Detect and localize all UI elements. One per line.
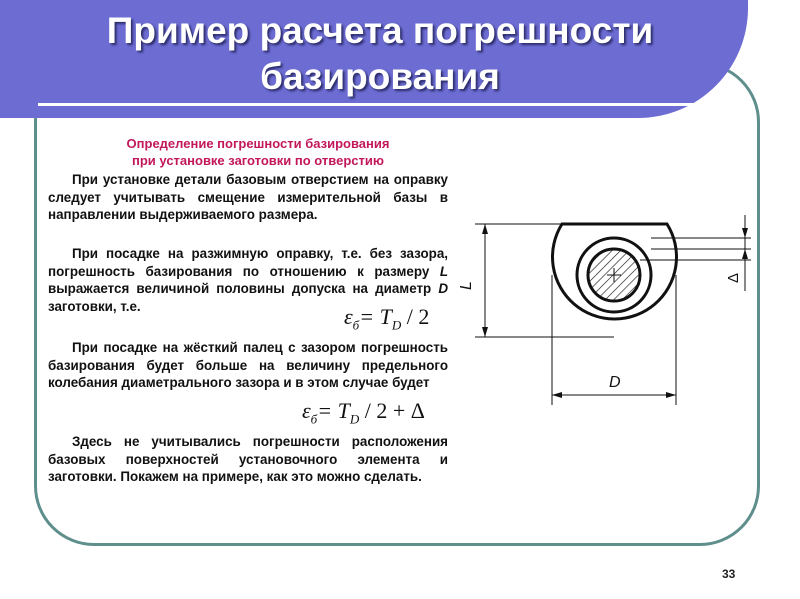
title-line-1: Пример расчета погрешности xyxy=(106,10,654,51)
technical-drawing xyxy=(455,195,760,420)
paragraph-3: При посадке на жёсткий палец с зазором погрешность базирования будет больше на величину предельного колебания диаметрального зазора и в этом случае будет xyxy=(48,340,448,390)
formula-2-rest: / 2 + Δ xyxy=(359,398,425,423)
label-D: D xyxy=(609,374,621,391)
subtitle-line-1: Определение погрешности базирования xyxy=(126,136,390,151)
formula-1-eq: = T xyxy=(359,304,392,329)
formula-2-epsilon: ε xyxy=(302,398,311,423)
formula-2-dsub: D xyxy=(349,411,360,427)
paragraph-4: Здесь не учитывались погрешности расположения базовых поверхностей установочного элемента и заготовки. Покажем на примере, как это можно сделать. xyxy=(48,434,448,484)
title-bar xyxy=(0,0,748,118)
formula-1-rest: / 2 xyxy=(401,304,430,329)
paragraph-2-text-a: При посадке на разжимную оправку, т.е. без зазора, погрешность базирования по отношению к размеру xyxy=(48,246,448,279)
formula-2 xyxy=(302,398,425,427)
title-underline xyxy=(38,103,706,106)
paragraph-2-symbol-D: D xyxy=(438,281,448,296)
label-delta: Δ xyxy=(725,272,742,283)
slide-title xyxy=(60,8,700,100)
paragraph-2-text-b: выражается величиной половины допуска на диаметр xyxy=(48,281,439,296)
subtitle-line-2: при установке заготовки по отверстию xyxy=(132,153,384,168)
formula-2-sub: б xyxy=(310,411,318,427)
label-L: L xyxy=(458,281,475,290)
page-number: 33 xyxy=(722,567,736,581)
title-line-2: базирования xyxy=(260,56,500,97)
section-subtitle xyxy=(48,135,468,169)
formula-1-dsub: D xyxy=(391,317,402,333)
paragraph-2-symbol-L: L xyxy=(439,263,448,279)
formula-2-eq: = T xyxy=(317,398,350,423)
formula-1-sub: б xyxy=(352,317,360,333)
formula-1 xyxy=(344,304,429,333)
formula-1-epsilon: ε xyxy=(344,304,353,329)
paragraph-2-text-c: заготовки, т.е. xyxy=(48,298,141,314)
paragraph-1: При установке детали базовым отверстием на оправку следует учитывать смещение измерительной базы в направлении выдерживаемого размера. xyxy=(48,172,448,222)
